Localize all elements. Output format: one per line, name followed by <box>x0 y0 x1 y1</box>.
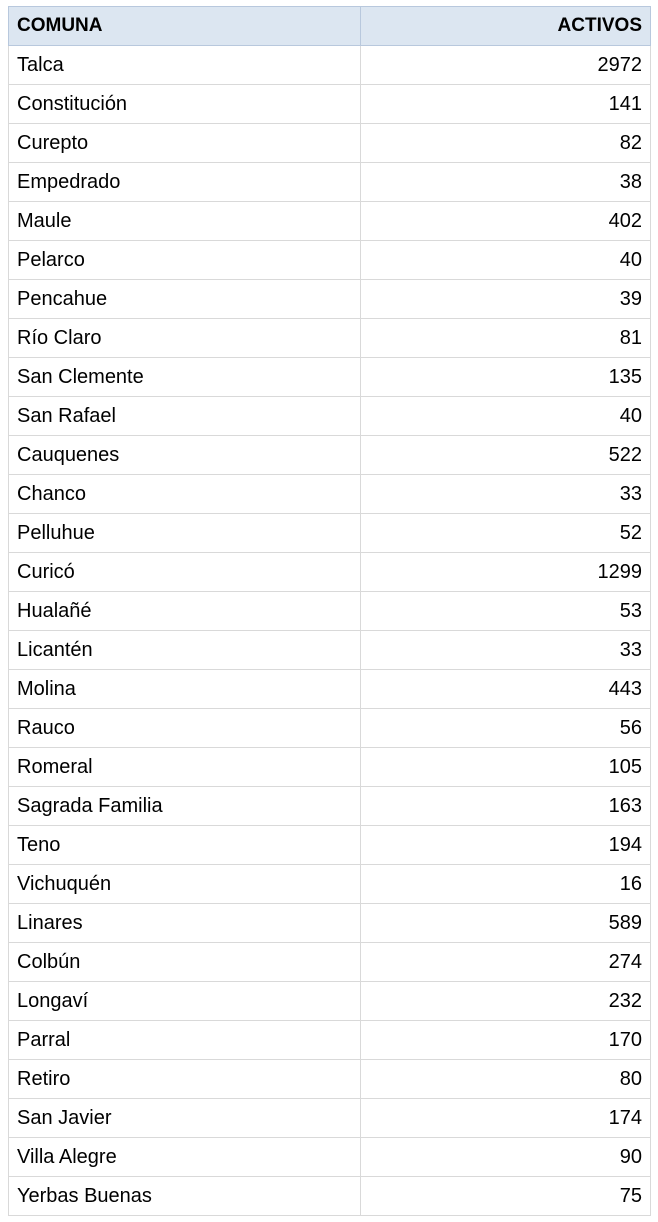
table-row <box>9 787 651 826</box>
column-header-activos: ACTIVOS <box>361 7 651 46</box>
table-row <box>9 553 651 592</box>
cell-comuna: Pelluhue <box>9 514 361 553</box>
table-row <box>9 241 651 280</box>
cell-comuna: Villa Alegre <box>9 1138 361 1177</box>
cell-activos: 81 <box>361 319 651 358</box>
cell-activos: 2972 <box>361 46 651 85</box>
cell-comuna: Curepto <box>9 124 361 163</box>
table-row <box>9 943 651 982</box>
cell-activos: 141 <box>361 85 651 124</box>
cell-comuna: Curicó <box>9 553 361 592</box>
cell-comuna: Romeral <box>9 748 361 787</box>
comuna-activos-table <box>8 6 651 1216</box>
cell-activos: 90 <box>361 1138 651 1177</box>
table-row <box>9 124 651 163</box>
cell-activos: 40 <box>361 397 651 436</box>
cell-comuna: San Rafael <box>9 397 361 436</box>
cell-comuna: San Clemente <box>9 358 361 397</box>
cell-activos: 105 <box>361 748 651 787</box>
cell-activos: 589 <box>361 904 651 943</box>
table-body <box>9 46 651 1216</box>
table-row <box>9 592 651 631</box>
cell-activos: 274 <box>361 943 651 982</box>
table-row <box>9 631 651 670</box>
cell-activos: 40 <box>361 241 651 280</box>
cell-comuna: Constitución <box>9 85 361 124</box>
cell-activos: 52 <box>361 514 651 553</box>
cell-activos: 163 <box>361 787 651 826</box>
cell-activos: 33 <box>361 631 651 670</box>
table-row <box>9 709 651 748</box>
table-row <box>9 514 651 553</box>
header-row <box>9 7 651 46</box>
cell-activos: 56 <box>361 709 651 748</box>
cell-activos: 75 <box>361 1177 651 1216</box>
cell-activos: 443 <box>361 670 651 709</box>
cell-activos: 33 <box>361 475 651 514</box>
table-row <box>9 85 651 124</box>
cell-comuna: Hualañé <box>9 592 361 631</box>
cell-comuna: Cauquenes <box>9 436 361 475</box>
table-row <box>9 1021 651 1060</box>
cell-activos: 194 <box>361 826 651 865</box>
cell-comuna: Chanco <box>9 475 361 514</box>
cell-comuna: Retiro <box>9 1060 361 1099</box>
table-row <box>9 1099 651 1138</box>
table-row <box>9 397 651 436</box>
cell-activos: 402 <box>361 202 651 241</box>
table-row <box>9 358 651 397</box>
cell-comuna: Longaví <box>9 982 361 1021</box>
cell-comuna: Maule <box>9 202 361 241</box>
cell-comuna: Molina <box>9 670 361 709</box>
cell-activos: 39 <box>361 280 651 319</box>
cell-comuna: Pencahue <box>9 280 361 319</box>
table-row <box>9 1060 651 1099</box>
cell-comuna: Río Claro <box>9 319 361 358</box>
table-row <box>9 904 651 943</box>
table-row <box>9 826 651 865</box>
table-row <box>9 670 651 709</box>
table-row <box>9 436 651 475</box>
cell-activos: 170 <box>361 1021 651 1060</box>
table-header <box>9 7 651 46</box>
cell-activos: 135 <box>361 358 651 397</box>
cell-comuna: Teno <box>9 826 361 865</box>
table-row <box>9 1138 651 1177</box>
table-row <box>9 202 651 241</box>
cell-comuna: San Javier <box>9 1099 361 1138</box>
cell-comuna: Linares <box>9 904 361 943</box>
table-row <box>9 163 651 202</box>
cell-comuna: Colbún <box>9 943 361 982</box>
cell-comuna: Pelarco <box>9 241 361 280</box>
cell-comuna: Vichuquén <box>9 865 361 904</box>
cell-activos: 16 <box>361 865 651 904</box>
table-row <box>9 475 651 514</box>
cell-activos: 174 <box>361 1099 651 1138</box>
cell-comuna: Rauco <box>9 709 361 748</box>
table-row <box>9 748 651 787</box>
cell-activos: 1299 <box>361 553 651 592</box>
cell-comuna: Sagrada Familia <box>9 787 361 826</box>
cell-comuna: Talca <box>9 46 361 85</box>
table-row <box>9 280 651 319</box>
cell-activos: 522 <box>361 436 651 475</box>
table-row <box>9 982 651 1021</box>
cell-activos: 80 <box>361 1060 651 1099</box>
table-row <box>9 46 651 85</box>
column-header-comuna: COMUNA <box>9 7 361 46</box>
cell-comuna: Parral <box>9 1021 361 1060</box>
table-row <box>9 1177 651 1216</box>
cell-activos: 232 <box>361 982 651 1021</box>
cell-comuna: Empedrado <box>9 163 361 202</box>
cell-activos: 53 <box>361 592 651 631</box>
cell-activos: 38 <box>361 163 651 202</box>
table-row <box>9 865 651 904</box>
cell-comuna: Yerbas Buenas <box>9 1177 361 1216</box>
cell-activos: 82 <box>361 124 651 163</box>
cell-comuna: Licantén <box>9 631 361 670</box>
table-row <box>9 319 651 358</box>
